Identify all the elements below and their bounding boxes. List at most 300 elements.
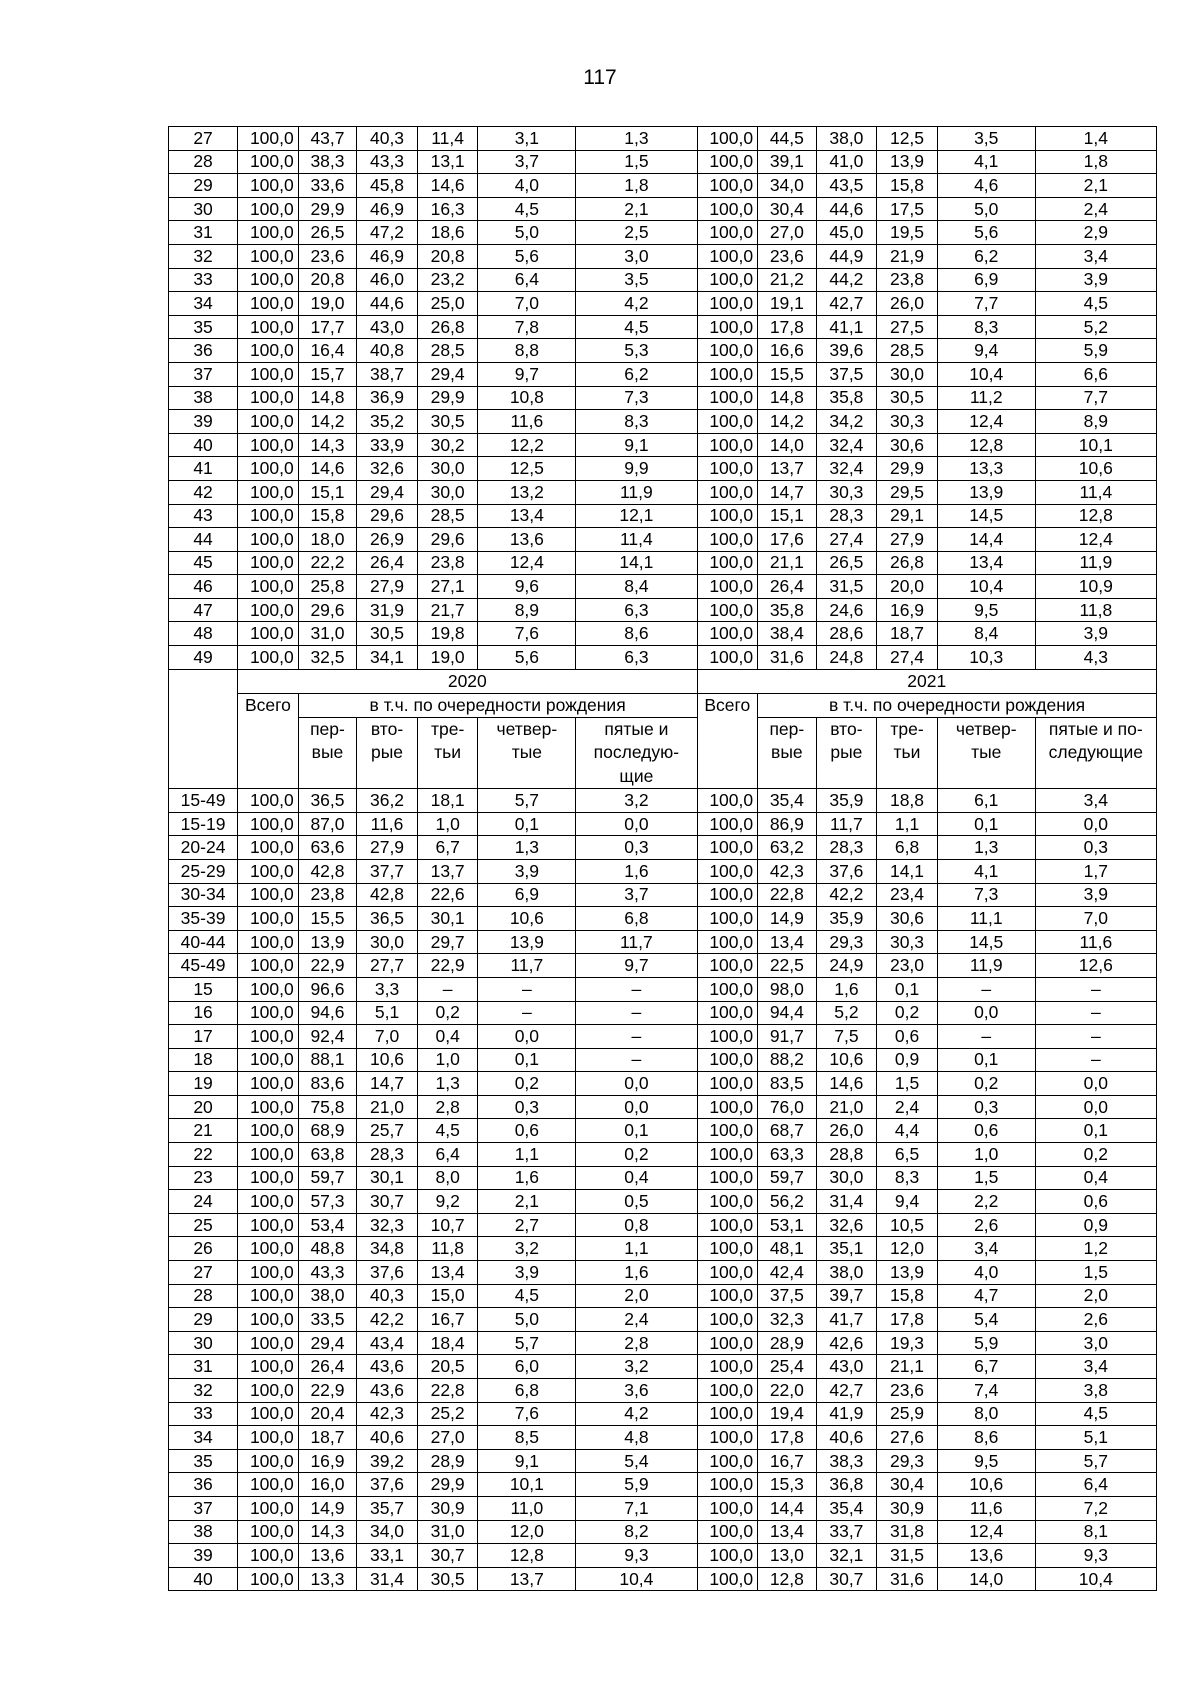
value-2020-col1: 15,5 <box>298 907 356 931</box>
value-2021-col3: 30,6 <box>877 907 938 931</box>
table-upper-section <box>169 127 1157 670</box>
age-cell: 47 <box>169 598 238 622</box>
value-2021-col1: 56,2 <box>758 1190 816 1214</box>
age-cell: 20 <box>169 1095 238 1119</box>
value-2021-col2: 41,1 <box>816 315 877 339</box>
value-2021-col3: 29,1 <box>877 504 938 528</box>
sub-header-row <box>169 717 1157 789</box>
value-2021-col5: 11,8 <box>1035 598 1156 622</box>
value-2020-col5: 6,3 <box>576 598 697 622</box>
value-2020-col2: 43,4 <box>357 1331 418 1355</box>
age-cell: 46 <box>169 575 238 599</box>
value-2020-col5: 0,2 <box>576 1143 697 1167</box>
value-2020-col3: 19,8 <box>417 622 478 646</box>
value-2021-col1: 19,4 <box>758 1402 816 1426</box>
table-row <box>169 1355 1157 1379</box>
value-2021-col1: 30,4 <box>758 197 816 221</box>
value-2020-col1: 33,6 <box>298 174 356 198</box>
value-2020-col2: 30,5 <box>357 622 418 646</box>
value-2021-col3: 1,5 <box>877 1072 938 1096</box>
value-2021-col4: 0,6 <box>937 1119 1035 1143</box>
value-2021-col0: 100,0 <box>697 1261 758 1285</box>
value-2021-col2: 41,9 <box>816 1402 877 1426</box>
value-2020-col4: 0,1 <box>478 1048 576 1072</box>
value-2021-col0: 100,0 <box>697 1355 758 1379</box>
age-cell: 23 <box>169 1166 238 1190</box>
value-2020-col5: 8,3 <box>576 410 697 434</box>
value-2020-col1: 29,6 <box>298 598 356 622</box>
table-row <box>169 812 1157 836</box>
value-2020-col5: 1,6 <box>576 1261 697 1285</box>
value-2020-col1: 22,9 <box>298 954 356 978</box>
table-row <box>169 622 1157 646</box>
value-2020-col5: 2,5 <box>576 221 697 245</box>
table-row <box>169 1119 1157 1143</box>
value-2021-col0: 100,0 <box>697 1544 758 1568</box>
value-2020-col2: 30,1 <box>357 1166 418 1190</box>
value-2020-col1: 68,9 <box>298 1119 356 1143</box>
value-2021-col4: 7,7 <box>937 292 1035 316</box>
value-2021-col3: 19,5 <box>877 221 938 245</box>
value-2021-col4: 4,6 <box>937 174 1035 198</box>
value-2020-col2: 26,4 <box>357 551 418 575</box>
value-2020-col2: 34,8 <box>357 1237 418 1261</box>
value-2021-col5: 1,4 <box>1035 127 1156 151</box>
value-2020-col1: 22,2 <box>298 551 356 575</box>
value-2021-col3: 19,3 <box>877 1331 938 1355</box>
value-2020-col2: 29,4 <box>357 480 418 504</box>
value-2021-col4: 14,5 <box>937 504 1035 528</box>
table-row <box>169 646 1157 670</box>
value-2021-col4: 1,0 <box>937 1143 1035 1167</box>
value-2020-col1: 14,3 <box>298 1520 356 1544</box>
value-2020-col4: 1,6 <box>478 1166 576 1190</box>
value-2020-col3: 30,0 <box>417 457 478 481</box>
value-2020-col3: 1,3 <box>417 1072 478 1096</box>
value-2021-col1: 17,8 <box>758 1426 816 1450</box>
value-2020-col0: 100,0 <box>238 1544 299 1568</box>
table-row <box>169 362 1157 386</box>
value-2021-col4: – <box>937 1025 1035 1049</box>
value-2021-col3: 13,9 <box>877 1261 938 1285</box>
value-2021-col2: 39,6 <box>816 339 877 363</box>
value-2020-col5: 1,8 <box>576 174 697 198</box>
value-2021-col0: 100,0 <box>697 127 758 151</box>
value-2020-col1: 87,0 <box>298 812 356 836</box>
value-2020-col4: 4,5 <box>478 1284 576 1308</box>
value-2021-col3: 12,5 <box>877 127 938 151</box>
value-2021-col0: 100,0 <box>697 315 758 339</box>
age-cell: 27 <box>169 127 238 151</box>
value-2020-col5: 0,4 <box>576 1166 697 1190</box>
value-2021-col5: 9,3 <box>1035 1544 1156 1568</box>
value-2020-col1: 18,7 <box>298 1426 356 1450</box>
value-2020-col4: 2,7 <box>478 1213 576 1237</box>
value-2020-col4: 13,7 <box>478 1567 576 1591</box>
value-2021-col0: 100,0 <box>697 930 758 954</box>
table-row <box>169 292 1157 316</box>
age-cell: 21 <box>169 1119 238 1143</box>
value-2020-col0: 100,0 <box>238 977 299 1001</box>
value-2021-col5: 2,1 <box>1035 174 1156 198</box>
value-2020-col5: 9,1 <box>576 433 697 457</box>
value-2021-col5: 1,7 <box>1035 859 1156 883</box>
value-2020-col3: 29,6 <box>417 528 478 552</box>
table-row <box>169 386 1157 410</box>
value-2021-col0: 100,0 <box>697 410 758 434</box>
value-2020-col3: 13,4 <box>417 1261 478 1285</box>
age-cell: 25 <box>169 1213 238 1237</box>
value-2020-col0: 100,0 <box>238 315 299 339</box>
age-cell: 30 <box>169 197 238 221</box>
table-row <box>169 1567 1157 1591</box>
value-2021-col4: 7,4 <box>937 1379 1035 1403</box>
value-2020-col0: 100,0 <box>238 1331 299 1355</box>
value-2021-col2: 35,8 <box>816 386 877 410</box>
age-cell: 15 <box>169 977 238 1001</box>
value-2021-col4: 5,6 <box>937 221 1035 245</box>
value-2020-col1: 48,8 <box>298 1237 356 1261</box>
value-2021-col5: 8,9 <box>1035 410 1156 434</box>
value-2021-col0: 100,0 <box>697 386 758 410</box>
age-cell: 34 <box>169 1426 238 1450</box>
value-2020-col1: 36,5 <box>298 789 356 813</box>
value-2021-col4: 0,0 <box>937 1001 1035 1025</box>
value-2021-col1: 83,5 <box>758 1072 816 1096</box>
value-2021-col2: 35,9 <box>816 907 877 931</box>
value-2020-col4: – <box>478 1001 576 1025</box>
value-2021-col5: 6,4 <box>1035 1473 1156 1497</box>
value-2021-col5: 5,1 <box>1035 1426 1156 1450</box>
value-2021-col4: 0,1 <box>937 812 1035 836</box>
value-2021-col5: 7,7 <box>1035 386 1156 410</box>
value-2020-col4: 5,6 <box>478 646 576 670</box>
value-2021-col3: 9,4 <box>877 1190 938 1214</box>
value-2020-col5: 9,7 <box>576 954 697 978</box>
value-2021-col2: 41,0 <box>816 150 877 174</box>
value-2021-col1: 14,0 <box>758 433 816 457</box>
value-2021-col1: 16,7 <box>758 1449 816 1473</box>
value-2021-col0: 100,0 <box>697 836 758 860</box>
value-2020-col0: 100,0 <box>238 1119 299 1143</box>
table-row <box>169 1001 1157 1025</box>
value-2020-col0: 100,0 <box>238 457 299 481</box>
value-2020-col5: 3,2 <box>576 1355 697 1379</box>
value-2021-col4: 0,3 <box>937 1095 1035 1119</box>
value-2020-col2: 46,9 <box>357 244 418 268</box>
table-header-block <box>169 669 1157 789</box>
value-2021-col1: 32,3 <box>758 1308 816 1332</box>
value-2021-col0: 100,0 <box>697 504 758 528</box>
value-2021-col0: 100,0 <box>697 1520 758 1544</box>
value-2020-col4: 0,2 <box>478 1072 576 1096</box>
value-2021-col0: 100,0 <box>697 1025 758 1049</box>
value-2021-col3: 26,0 <box>877 292 938 316</box>
sub-header-2020-4: пятые и последую- щие <box>576 717 697 789</box>
age-cell: 32 <box>169 244 238 268</box>
value-2021-col4: 11,6 <box>937 1496 1035 1520</box>
value-2020-col0: 100,0 <box>238 930 299 954</box>
value-2021-col3: 13,9 <box>877 150 938 174</box>
value-2020-col1: 15,1 <box>298 480 356 504</box>
table-row <box>169 1520 1157 1544</box>
value-2021-col3: 30,0 <box>877 362 938 386</box>
value-2021-col5: 5,9 <box>1035 339 1156 363</box>
table-row <box>169 1331 1157 1355</box>
value-2021-col2: 42,7 <box>816 292 877 316</box>
value-2020-col0: 100,0 <box>238 362 299 386</box>
value-2020-col4: 12,2 <box>478 433 576 457</box>
value-2020-col4: 6,9 <box>478 883 576 907</box>
value-2021-col3: 30,6 <box>877 433 938 457</box>
value-2021-col4: 2,6 <box>937 1213 1035 1237</box>
value-2021-col3: 20,0 <box>877 575 938 599</box>
age-cell: 35-39 <box>169 907 238 931</box>
value-2020-col1: 20,4 <box>298 1402 356 1426</box>
value-2020-col1: 14,3 <box>298 433 356 457</box>
value-2021-col4: 10,4 <box>937 575 1035 599</box>
value-2021-col2: 30,3 <box>816 480 877 504</box>
value-2020-col1: 42,8 <box>298 859 356 883</box>
value-2021-col5: 5,7 <box>1035 1449 1156 1473</box>
value-2021-col4: 8,6 <box>937 1426 1035 1450</box>
value-2021-col1: 14,4 <box>758 1496 816 1520</box>
value-2021-col4: 12,4 <box>937 410 1035 434</box>
value-2020-col3: 29,4 <box>417 362 478 386</box>
value-2021-col5: 7,0 <box>1035 907 1156 931</box>
value-2021-col3: 27,9 <box>877 528 938 552</box>
value-2020-col0: 100,0 <box>238 646 299 670</box>
age-cell: 24 <box>169 1190 238 1214</box>
value-2020-col2: 3,3 <box>357 977 418 1001</box>
value-2021-col2: 28,6 <box>816 622 877 646</box>
value-2020-col0: 100,0 <box>238 1025 299 1049</box>
value-2021-col2: 30,0 <box>816 1166 877 1190</box>
table-row <box>169 480 1157 504</box>
value-2020-col5: 6,8 <box>576 907 697 931</box>
value-2021-col3: 28,5 <box>877 339 938 363</box>
value-2020-col2: 34,0 <box>357 1520 418 1544</box>
value-2021-col4: 6,7 <box>937 1355 1035 1379</box>
value-2021-col5: 10,9 <box>1035 575 1156 599</box>
value-2021-col2: 5,2 <box>816 1001 877 1025</box>
value-2020-col3: 20,5 <box>417 1355 478 1379</box>
value-2020-col5: 6,2 <box>576 362 697 386</box>
table-row <box>169 1213 1157 1237</box>
value-2020-col4: 10,1 <box>478 1473 576 1497</box>
value-2020-col4: 13,2 <box>478 480 576 504</box>
value-2021-col0: 100,0 <box>697 339 758 363</box>
value-2020-col5: 1,3 <box>576 127 697 151</box>
value-2020-col5: 0,3 <box>576 836 697 860</box>
value-2021-col1: 35,8 <box>758 598 816 622</box>
value-2020-col0: 100,0 <box>238 575 299 599</box>
value-2020-col3: 15,0 <box>417 1284 478 1308</box>
value-2021-col3: 18,8 <box>877 789 938 813</box>
value-2020-col1: 38,0 <box>298 1284 356 1308</box>
value-2020-col3: 9,2 <box>417 1190 478 1214</box>
value-2020-col2: 40,6 <box>357 1426 418 1450</box>
value-2021-col5: – <box>1035 1048 1156 1072</box>
value-2021-col4: 13,9 <box>937 480 1035 504</box>
value-2020-col1: 96,6 <box>298 977 356 1001</box>
value-2021-col5: 12,6 <box>1035 954 1156 978</box>
age-cell: 48 <box>169 622 238 646</box>
value-2020-col0: 100,0 <box>238 1308 299 1332</box>
value-2021-col0: 100,0 <box>697 883 758 907</box>
value-2020-col2: 46,9 <box>357 197 418 221</box>
value-2021-col3: 31,5 <box>877 1544 938 1568</box>
age-cell: 35 <box>169 1449 238 1473</box>
value-2021-col3: 6,8 <box>877 836 938 860</box>
value-2020-col5: 5,4 <box>576 1449 697 1473</box>
age-cell: 44 <box>169 528 238 552</box>
value-2020-col3: 6,4 <box>417 1143 478 1167</box>
value-2020-col2: 37,6 <box>357 1473 418 1497</box>
value-2020-col1: 43,7 <box>298 127 356 151</box>
value-2020-col5: 5,3 <box>576 339 697 363</box>
value-2020-col1: 16,0 <box>298 1473 356 1497</box>
table-row <box>169 1496 1157 1520</box>
value-2020-col0: 100,0 <box>238 292 299 316</box>
value-2021-col1: 17,8 <box>758 315 816 339</box>
value-2020-col3: 16,7 <box>417 1308 478 1332</box>
value-2021-col5: – <box>1035 977 1156 1001</box>
age-cell: 15-19 <box>169 812 238 836</box>
value-2020-col5: 3,5 <box>576 268 697 292</box>
value-2021-col0: 100,0 <box>697 268 758 292</box>
value-2021-col3: 0,6 <box>877 1025 938 1049</box>
value-2020-col3: 22,8 <box>417 1379 478 1403</box>
value-2021-col3: 25,9 <box>877 1402 938 1426</box>
value-2020-col2: 38,7 <box>357 362 418 386</box>
value-2021-col1: 22,5 <box>758 954 816 978</box>
value-2020-col3: 22,9 <box>417 954 478 978</box>
value-2021-col5: 4,5 <box>1035 292 1156 316</box>
value-2020-col2: 30,7 <box>357 1190 418 1214</box>
value-2021-col5: 3,9 <box>1035 883 1156 907</box>
value-2020-col0: 100,0 <box>238 1237 299 1261</box>
value-2021-col2: 31,5 <box>816 575 877 599</box>
value-2021-col4: 3,5 <box>937 127 1035 151</box>
value-2021-col0: 100,0 <box>697 812 758 836</box>
value-2021-col5: 11,6 <box>1035 930 1156 954</box>
table-row <box>169 1166 1157 1190</box>
value-2021-col4: 7,3 <box>937 883 1035 907</box>
value-2021-col5: 12,4 <box>1035 528 1156 552</box>
value-2021-col1: 21,2 <box>758 268 816 292</box>
value-2020-col1: 31,0 <box>298 622 356 646</box>
value-2021-col3: 14,1 <box>877 859 938 883</box>
value-2021-col1: 14,7 <box>758 480 816 504</box>
value-2021-col0: 100,0 <box>697 575 758 599</box>
value-2020-col1: 26,4 <box>298 1355 356 1379</box>
value-2021-col0: 100,0 <box>697 622 758 646</box>
value-2021-col5: 3,0 <box>1035 1331 1156 1355</box>
value-2020-col1: 13,3 <box>298 1567 356 1591</box>
value-2021-col5: 1,5 <box>1035 1261 1156 1285</box>
table-row <box>169 1449 1157 1473</box>
value-2021-col0: 100,0 <box>697 1449 758 1473</box>
value-2021-col0: 100,0 <box>697 433 758 457</box>
value-2020-col5: 11,9 <box>576 480 697 504</box>
value-2021-col4: 8,0 <box>937 1402 1035 1426</box>
value-2021-col3: 23,4 <box>877 883 938 907</box>
value-2021-col2: 32,1 <box>816 1544 877 1568</box>
age-header-cell <box>169 669 238 789</box>
value-2021-col5: 3,9 <box>1035 268 1156 292</box>
value-2021-col5: 10,6 <box>1035 457 1156 481</box>
value-2021-col1: 14,2 <box>758 410 816 434</box>
value-2020-col3: 14,6 <box>417 174 478 198</box>
value-2020-col1: 14,2 <box>298 410 356 434</box>
value-2020-col3: 4,5 <box>417 1119 478 1143</box>
value-2021-col0: 100,0 <box>697 1496 758 1520</box>
age-cell: 17 <box>169 1025 238 1049</box>
value-2020-col4: 7,6 <box>478 1402 576 1426</box>
value-2021-col2: 29,3 <box>816 930 877 954</box>
value-2021-col0: 100,0 <box>697 1379 758 1403</box>
value-2020-col4: 3,1 <box>478 127 576 151</box>
value-2021-col0: 100,0 <box>697 1237 758 1261</box>
value-2021-col5: 4,3 <box>1035 646 1156 670</box>
value-2020-col5: 9,9 <box>576 457 697 481</box>
value-2021-col2: 41,7 <box>816 1308 877 1332</box>
value-2021-col0: 100,0 <box>697 1119 758 1143</box>
value-2021-col1: 13,4 <box>758 930 816 954</box>
age-cell: 41 <box>169 457 238 481</box>
age-cell: 37 <box>169 1496 238 1520</box>
value-2020-col0: 100,0 <box>238 480 299 504</box>
value-2021-col3: 17,5 <box>877 197 938 221</box>
value-2021-col1: 13,0 <box>758 1544 816 1568</box>
value-2021-col0: 100,0 <box>697 1567 758 1591</box>
value-2021-col3: 31,8 <box>877 1520 938 1544</box>
value-2020-col4: 3,7 <box>478 150 576 174</box>
value-2021-col4: 12,4 <box>937 1520 1035 1544</box>
value-2021-col3: 21,9 <box>877 244 938 268</box>
value-2021-col5: 2,6 <box>1035 1308 1156 1332</box>
value-2020-col4: 0,3 <box>478 1095 576 1119</box>
table-row <box>169 1402 1157 1426</box>
value-2021-col0: 100,0 <box>697 1001 758 1025</box>
age-cell: 28 <box>169 1284 238 1308</box>
value-2020-col0: 100,0 <box>238 1567 299 1591</box>
total-header-2020: Всего <box>238 693 299 789</box>
value-2020-col4: 8,9 <box>478 598 576 622</box>
value-2020-col4: 4,5 <box>478 197 576 221</box>
value-2020-col0: 100,0 <box>238 789 299 813</box>
value-2021-col4: 1,5 <box>937 1166 1035 1190</box>
age-cell: 36 <box>169 339 238 363</box>
value-2020-col5: 5,9 <box>576 1473 697 1497</box>
table-row <box>169 197 1157 221</box>
value-2021-col2: 27,4 <box>816 528 877 552</box>
value-2021-col1: 23,6 <box>758 244 816 268</box>
age-cell: 36 <box>169 1473 238 1497</box>
value-2020-col2: 27,7 <box>357 954 418 978</box>
value-2020-col0: 100,0 <box>238 1379 299 1403</box>
value-2020-col1: 53,4 <box>298 1213 356 1237</box>
value-2021-col3: 0,2 <box>877 1001 938 1025</box>
value-2020-col4: 0,0 <box>478 1025 576 1049</box>
value-2020-col1: 19,0 <box>298 292 356 316</box>
value-2020-col3: 13,7 <box>417 859 478 883</box>
value-2021-col2: 14,6 <box>816 1072 877 1096</box>
value-2020-col0: 100,0 <box>238 622 299 646</box>
value-2020-col2: 21,0 <box>357 1095 418 1119</box>
value-2020-col2: 27,9 <box>357 575 418 599</box>
